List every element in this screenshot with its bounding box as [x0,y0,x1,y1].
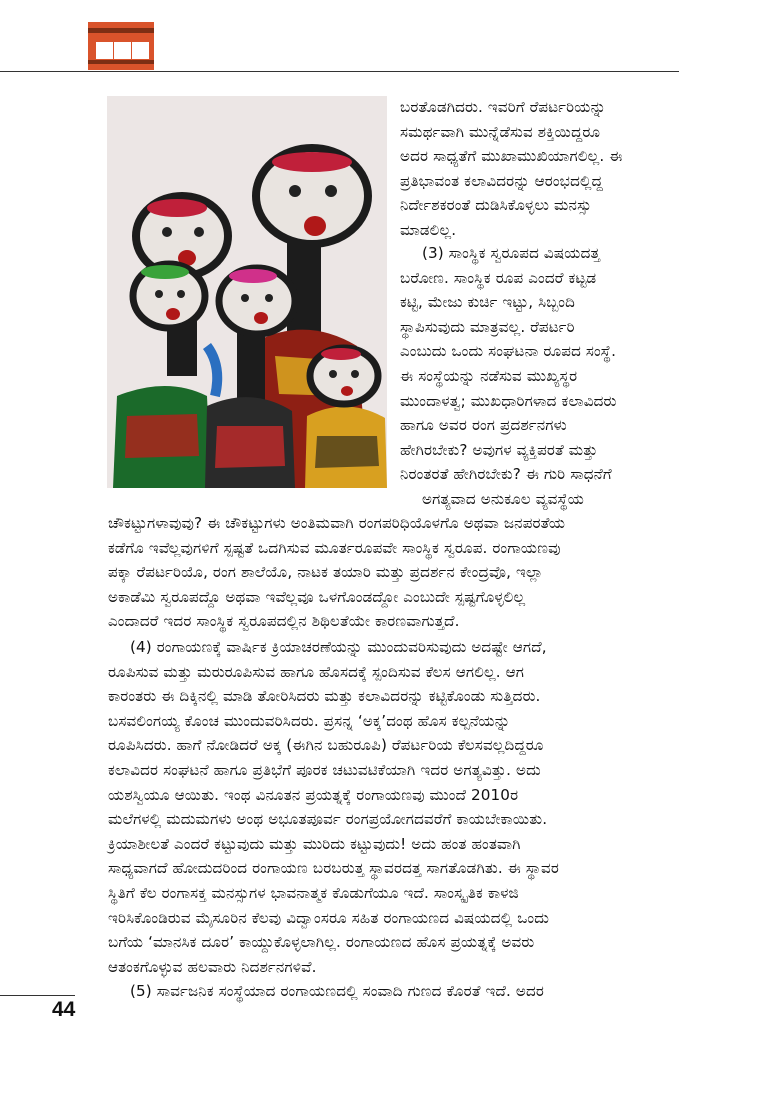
text-line: ಹೇಗಿರಬೇಕು? ಅವುಗಳ ವ್ಯಕ್ತಿಪರತೆ ಮತ್ತು [400,440,598,459]
paragraph-1 [400,95,684,243]
text-line: ಅಕಾಡೆಮಿ ಸ್ವರೂಪದ್ದೊ ಅಥವಾ ಇವೆಲ್ಲವೂ ಒಳಗೊಂಡದ್ದೋ ಎಂಬುದೇ ಸ್ಪಷ್ಟಗೊಳ್ಳಲಿಲ್ಲ [108,587,526,606]
text-line: ನಿರಂತರತೆ ಹೇಗಿರಬೇಕು? ಈ ಗುರಿ ಸಾಧನೆಗೆ [400,465,612,484]
text-line: ರೂಪಿಸುವ ಮತ್ತು ಮರುರೂಪಿಸುವ ಹಾಗೂ ಹೊಸದಕ್ಕೆ ಸ್ಪಂದಿಸುವ ಕೆಲಸ ಆಗಲಿಲ್ಲ. ಆಗ [108,662,525,681]
text-line: ಮಲೆಗಳಲ್ಲಿ ಮದುಮಗಳು ಅಂಥ ಅಭೂತಪೂರ್ವ ರಂಗಪ್ರಯೋಗದವರೆಗೆ ಕಾಯಬೇಕಾಯಿತು. [108,810,548,829]
text-line: (4) ರಂಗಾಯಣಕ್ಕೆ ವಾರ್ಷಿಕ ಕ್ರಿಯಾಚರಣೆಯನ್ನು ಮುಂದುವರಿಸುವುದು ಅದಷ್ಟೇ ಆಗದೆ, [130,638,547,656]
logo-window [96,42,113,59]
text-line: ಆತಂಕಗೊಳ್ಳುವ ಹಲವಾರು ನಿದರ್ಶನಗಳಿವೆ. [108,957,317,976]
paragraph-2 [400,241,684,512]
text-line: ರೂಪಿಸಿದರು. ಹಾಗೆ ನೋಡಿದರೆ ಅಕ್ಕ (ಈಗಿನ ಬಹುರೂಪಿ) ರೆಪರ್ಟರಿಯ ಕೆಲಸವಲ್ಲದಿದ್ದರೂ [108,736,544,755]
text-line: ಚೌಕಟ್ಟುಗಳಾವುವು? ಈ ಚೌಕಟ್ಟುಗಳು ಅಂತಿಮವಾಗಿ ರಂಗಪರಿಧಿಯೊಳಗೊ ಅಥವಾ ಜನಪರತೆಯ [108,514,566,532]
logo-stripe [88,28,154,33]
text-line: ಕಟ್ಟಿ, ಮೇಜು ಕುರ್ಚಿ ಇಟ್ಟು, ಸಿಬ್ಬಂದಿ [400,293,576,312]
paragraph-5 [108,979,688,1004]
text-line: ಸ್ಥಿತಿಗೆ ಕೆಲ ರಂಗಾಸಕ್ತ ಮನಸ್ಸುಗಳ ಭಾವನಾತ್ಮಕ ಕೊಡುಗೆಯೂ ಇದೆ. ಸಾಂಸ್ಕೃತಿಕ ಕಾಳಜಿ [108,883,519,902]
text-line: ಸಾಧ್ಯವಾಗದೆ ಹೋದುದರಿಂದ ರಂಗಾಯಣ ಬರಬರುತ್ತ ಸ್ಥಾವರದತ್ತ ಸಾಗತೊಡಗಿತು. ಈ ಸ್ಥಾವರ [108,859,559,878]
text-line: (3) ಸಾಂಸ್ಥಿಕ ಸ್ವರೂಪದ ವಿಷಯದತ್ತ [422,244,600,262]
page-number: 44 [52,998,76,1021]
text-line: ಪ್ರತಿಭಾವಂತ ಕಲಾವಿದರನ್ನು ಆರಂಭದಲ್ಲಿದ್ದ [400,171,603,190]
header-rule [0,71,679,72]
logo-window [114,42,131,59]
logo-base [88,60,154,64]
text-line: ಎಂದಾದರೆ ಇದರ ಸಾಂಸ್ಥಿಕ ಸ್ವರೂಪದಲ್ಲಿನ ಶಿಥಿಲತೆಯೇ ಕಾರಣವಾಗುತ್ತದೆ. [108,612,460,631]
text-line: ಸಮರ್ಥವಾಗಿ ಮುನ್ನೆಡೆಸುವ ಶಕ್ತಿಯಿದ್ದರೂ [400,122,601,141]
text-line: ಎಂಬುದು ಒಂದು ಸಂಘಟನಾ ರೂಪದ ಸಂಸ್ಥೆ. [400,342,617,361]
text-line: ಹಾಗೂ ಅವರ ರಂಗ ಪ್ರದರ್ಶನಗಳು [400,416,567,435]
footer-rule [0,995,75,996]
puppets-illustration [107,96,387,488]
text-line: ಇರಿಸಿಕೊಂಡಿರುವ ಮೈಸೂರಿನ ಕೆಲವು ವಿದ್ವಾಂಸರೂ ಸಹಿತ ರಂಗಾಯಣದ ವಿಷಯದಲ್ಲಿ ಒಂದು [108,908,550,927]
text-line: ಪಕ್ಕಾ ರೆಪರ್ಟರಿಯೊ, ರಂಗ ಶಾಲೆಯೊ, ನಾಟಕ ತಯಾರಿ ಮತ್ತು ಪ್ರದರ್ಶನ ಕೇಂದ್ರವೊ, ಇಲ್ಲಾ [108,563,544,582]
text-line: ಬರತೊಡಗಿದರು. ಇವರಿಗೆ ರೆಪರ್ಟರಿಯನ್ನು [400,98,607,116]
puppets-photo [107,96,387,488]
text-line: ಮಾಡಲಿಲ್ಲ. [400,220,457,239]
text-line: ಅದರ ಸಾಧ್ಯತೆಗೆ ಮುಖಾಮುಖಿಯಾಗಲಿಲ್ಲ. ಈ [400,147,623,166]
text-line: ಬಗೆಯ ‘ಮಾನಸಿಕ ದೂರ’ ಕಾಯ್ದುಕೊಳ್ಳಲಾಗಿಲ್ಲ. ರಂಗಾಯಣದ ಹೊಸ ಪ್ರಯತ್ನಕ್ಕೆ ಅವರು [108,933,535,952]
text-line: ಕ್ರಿಯಾಶೀಲತೆ ಎಂದರೆ ಕಟ್ಟುವುದು ಮತ್ತು ಮುರಿದು ಕಟ್ಟುವುದು! ಅದು ಹಂತ ಹಂತವಾಗಿ [108,834,521,853]
paragraph-3 [108,511,688,634]
text-line: ಕಲಾವಿದರ ಸಂಘಟನೆ ಹಾಗೂ ಪ್ರತಿಭೆಗೆ ಪೂರಕ ಚಟುವಟಿಕೆಯಾಗಿ ಇದರ ಅಗತ್ಯವಿತ್ತು. ಅದು [108,760,541,779]
text-line: ನಿರ್ದೇಶಕರಂತೆ ದುಡಿಸಿಕೊಳ್ಳಲು ಮನಸ್ಸು [400,196,592,215]
text-line: ಕಡೆಗೊ ಇವೆಲ್ಲವುಗಳಿಗೆ ಸ್ಪಷ್ಟತೆ ಒದಗಿಸುವ ಮೂರ್ತರೂಪವೇ ಸಾಂಸ್ಥಿಕ ಸ್ವರೂಪ. ರಂಗಾಯಣವು [108,538,561,557]
header-logo [88,22,154,70]
logo-window [132,42,149,59]
text-line: ಮುಂದಾಳತ್ವ; ಮುಖಧಾರಿಗಳಾದ ಕಲಾವಿದರು [400,391,617,410]
text-line: ಅಗತ್ಯವಾದ ಅನುಕೂಲ ವ್ಯವಸ್ಥೆಯ [422,489,585,508]
text-line: ಕಾರಂತರು ಈ ದಿಕ್ಕಿನಲ್ಲಿ ಮಾಡಿ ತೋರಿಸಿದರು ಮತ್ತು ಕಲಾವಿದರನ್ನು ಕಟ್ಟಿಕೊಂಡು ಸುತ್ತಿದರು. [108,687,541,706]
paragraph-4 [108,635,688,979]
text-line: ಯಶಸ್ವಿಯೂ ಆಯಿತು. ಇಂಥ ವಿನೂತನ ಪ್ರಯತ್ನಕ್ಕೆ ರಂಗಾಯಣವು ಮುಂದೆ 2010ರ [108,785,519,804]
text-line: (5) ಸಾರ್ವಜನಿಕ ಸಂಸ್ಥೆಯಾದ ರಂಗಾಯಣದಲ್ಲಿ ಸಂವಾದಿ ಗುಣದ ಕೊರತೆ ಇದೆ. ಅದರ [130,982,545,1000]
text-line: ಬಸವಲಿಂಗಯ್ಯ ಕೊಂಚ ಮುಂದುವರಿಸಿದರು. ಪ್ರಸನ್ನ ‘ಅಕ್ಕ’ದಂಥ ಹೊಸ ಕಲ್ಪನೆಯನ್ನು [108,711,511,730]
text-line: ಬರೋಣ. ಸಾಂಸ್ಥಿಕ ರೂಪ ಎಂದರೆ ಕಟ್ಟಡ [400,268,597,287]
text-line: ಸ್ಥಾಪಿಸುವುದು ಮಾತ್ರವಲ್ಲ. ರೆಪರ್ಟರಿ [400,317,575,336]
text-line: ಈ ಸಂಸ್ಥೆಯನ್ನು ನಡೆಸುವ ಮುಖ್ಯಸ್ಥರ [400,366,578,385]
